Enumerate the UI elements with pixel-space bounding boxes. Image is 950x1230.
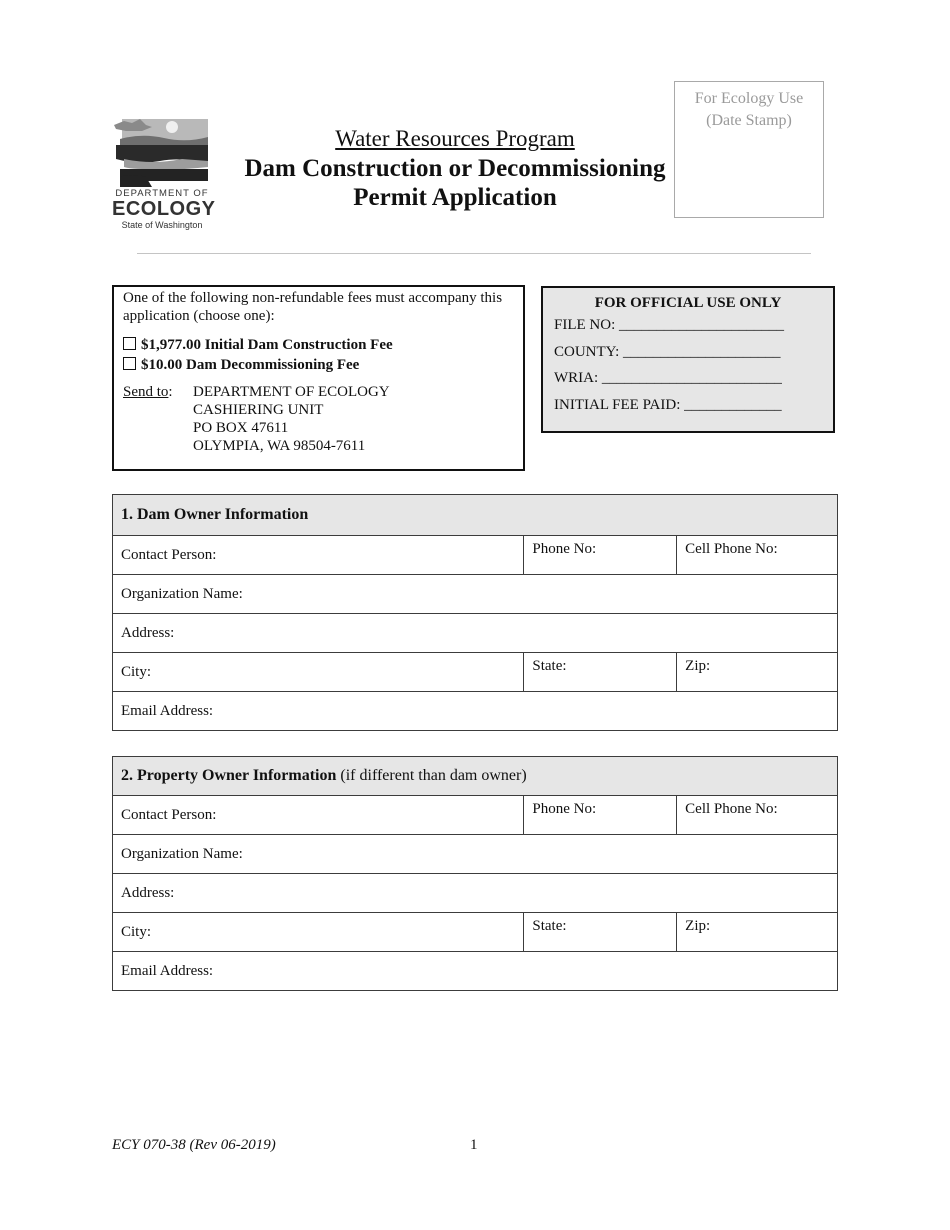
field-label: Contact Person: [121,546,217,563]
program-name: Water Resources Program [335,126,575,151]
dam-owner-section [112,494,838,731]
decommissioning-fee-checkbox[interactable] [123,357,136,370]
field-label: Cell Phone No: [685,801,778,817]
fee-option-decommissioning [123,355,514,375]
email-field[interactable] [113,952,838,991]
send-to-block: Send to: DEPARTMENT OF ECOLOGY CASHIERING UNIT PO BOX 47611 OLYMPIA, WA 98504-7611 [123,384,390,454]
ecology-landscape-icon [112,115,212,187]
field-label: Organization Name: [121,585,243,602]
form-header [240,124,670,212]
state-field[interactable] [524,913,677,952]
ecology-date-stamp-box [674,81,824,218]
county-field: COUNTY: _____________________ [554,343,781,360]
form-number: ECY 070-38 (Rev 06-2019) [112,1137,276,1153]
address-line: PO BOX 47611 [193,420,289,436]
address-field[interactable] [113,614,838,653]
field-label: Contact Person: [121,806,217,823]
field-label: State: [532,918,567,934]
section1-title: 1. Dam Owner Information [121,506,309,523]
field-label: City: [121,923,152,940]
fee-intro: One of the following non-refundable fees must accompany this application (choose one): [123,290,503,324]
address-line: CASHIERING UNIT [193,402,324,418]
field-label: State: [532,658,567,674]
section2-header [113,757,838,796]
cell-phone-field[interactable] [677,536,838,575]
logo-ecology: ECOLOGY [112,198,216,220]
address-field[interactable] [113,874,838,913]
field-label: Cell Phone No: [685,541,778,557]
header-divider [137,253,811,254]
field-label: Organization Name: [121,845,243,862]
logo-department: DEPARTMENT OF [115,188,209,199]
logo-state: State of Washington [121,220,203,230]
property-owner-section [112,756,838,991]
form-title-line2: Permit Application [353,184,557,211]
state-field[interactable] [524,653,677,692]
email-field[interactable] [113,692,838,731]
city-field[interactable] [113,653,524,692]
address-line: DEPARTMENT OF ECOLOGY [193,384,390,400]
phone-field[interactable] [524,796,677,835]
wria-field: WRIA: ________________________ [554,370,782,386]
stamp-line1: For Ecology Use [694,90,804,107]
official-use-box [541,286,835,433]
field-label: Email Address: [121,962,214,979]
field-label: Address: [121,884,175,901]
organization-name-field[interactable] [113,835,838,874]
organization-name-field[interactable] [113,575,838,614]
zip-field[interactable] [677,653,838,692]
field-label: Phone No: [532,541,597,557]
section1-header [113,495,838,536]
stamp-line2: (Date Stamp) [706,112,792,129]
send-to-address [193,383,390,455]
zip-field[interactable] [677,913,838,952]
contact-person-field[interactable] [113,536,524,575]
field-label: Zip: [685,918,711,934]
send-to-label: Send to [123,384,169,400]
field-label: Phone No: [532,801,597,817]
address-line: OLYMPIA, WA 98504-7611 [193,438,366,454]
section2-title: 2. Property Owner Information [121,767,337,784]
construction-fee-label: $1,977.00 Initial Dam Construction Fee [141,337,393,353]
initial-fee-field: INITIAL FEE PAID: _____________ [554,396,782,413]
cell-phone-field[interactable] [677,796,838,835]
ecology-logo [112,115,216,235]
construction-fee-checkbox[interactable] [123,337,136,350]
form-title-line1: Dam Construction or Decommissioning [244,155,666,182]
file-no-field: FILE NO: ______________________ [554,317,784,333]
fee-box [112,285,525,471]
phone-field[interactable] [524,536,677,575]
field-label: Email Address: [121,702,214,719]
field-label: Zip: [685,658,711,674]
official-use-title: FOR OFFICIAL USE ONLY [594,295,782,311]
page-number: 1 [470,1137,478,1153]
city-field[interactable] [113,913,524,952]
decommissioning-fee-label: $10.00 Dam Decommissioning Fee [141,357,360,373]
contact-person-field[interactable] [113,796,524,835]
fee-option-construction [123,335,514,355]
field-label: City: [121,663,152,680]
section2-title-note: (if different than dam owner) [336,767,527,784]
field-label: Address: [121,624,175,641]
